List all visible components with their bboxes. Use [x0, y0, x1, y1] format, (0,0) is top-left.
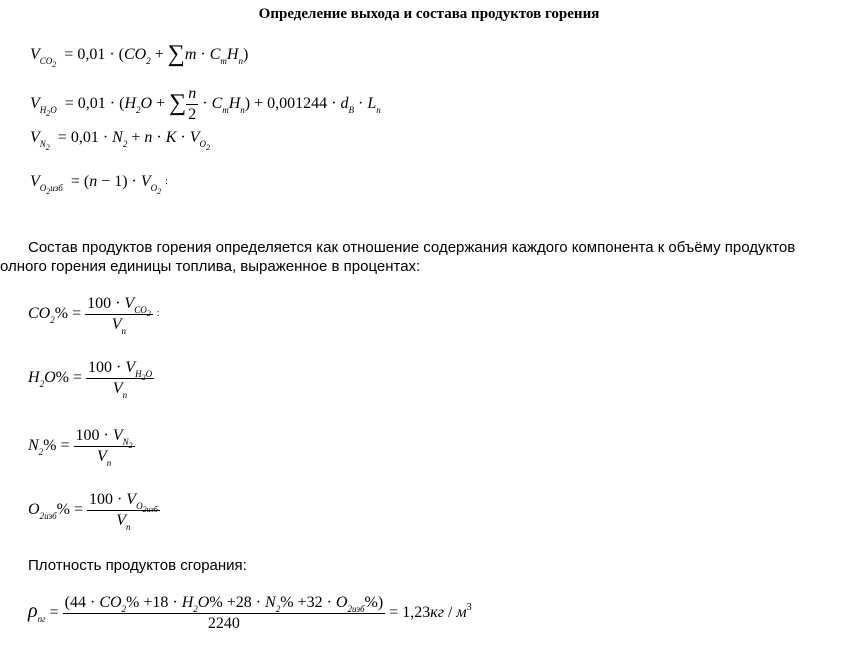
formula-n2-percent: $N_2\%$ = $\frac{100 \cdot V_{N2}}{V_n}$	[28, 427, 133, 468]
formula-h2o-percent: $H_2O\%$ = $\frac{100 \cdot V_{H2O}}{V_n}$	[28, 359, 153, 400]
paragraph-line-1: Состав продуктов горения определяется как отношение содержания каждого компонента к объёму продуктов	[28, 239, 796, 256]
formula-vh2o: $V_{H2O} = 0,01 \cdot (H_2O$ + ∑ $\frac{n}{2}$ · $C_mH_n) + 0,001244 \cdot d_В \cdot L_n$	[30, 85, 381, 123]
paragraph-line-2: олного горения единицы топлива, выраженное в процентах:	[0, 258, 421, 275]
formula-o2-excess-percent: $O_{2изб}\%$ = $\frac{100 \cdot V_{O2изб}}{V_n}$	[28, 491, 158, 532]
formula-vco2: $V_{CO2} = 0,01 \cdot (CO_2 + \sum m \cdot C_mH_n)$	[30, 41, 249, 69]
formula-vo2-excess: $V_{O2изб} = (n - 1) \cdot V_{O2}$ :	[30, 173, 168, 196]
density-result: = $1,23кг / м^3$	[389, 602, 472, 622]
formula-vn2: $V_{N2} = 0,01 \cdot N_2 + n \cdot K \cdot V_{O2}$	[30, 129, 210, 152]
density-label: Плотность продуктов сгорания:	[28, 557, 247, 574]
page-title: Определение выхода и состава продуктов горения	[258, 6, 600, 22]
formula-co2-percent: $CO_2\%$ = $\frac{100 \cdot V_{CO2}}{V_n}$ :	[28, 295, 160, 336]
formula-density: $\rho_{пг}$ = $\frac{(44 \cdot CO_2\% +18 \cdot H_2O\% +28 \cdot N_2\% +32 \cdot O_{2изб}\%)}{2240}$ = $1,23кг / м^3$	[28, 594, 472, 632]
